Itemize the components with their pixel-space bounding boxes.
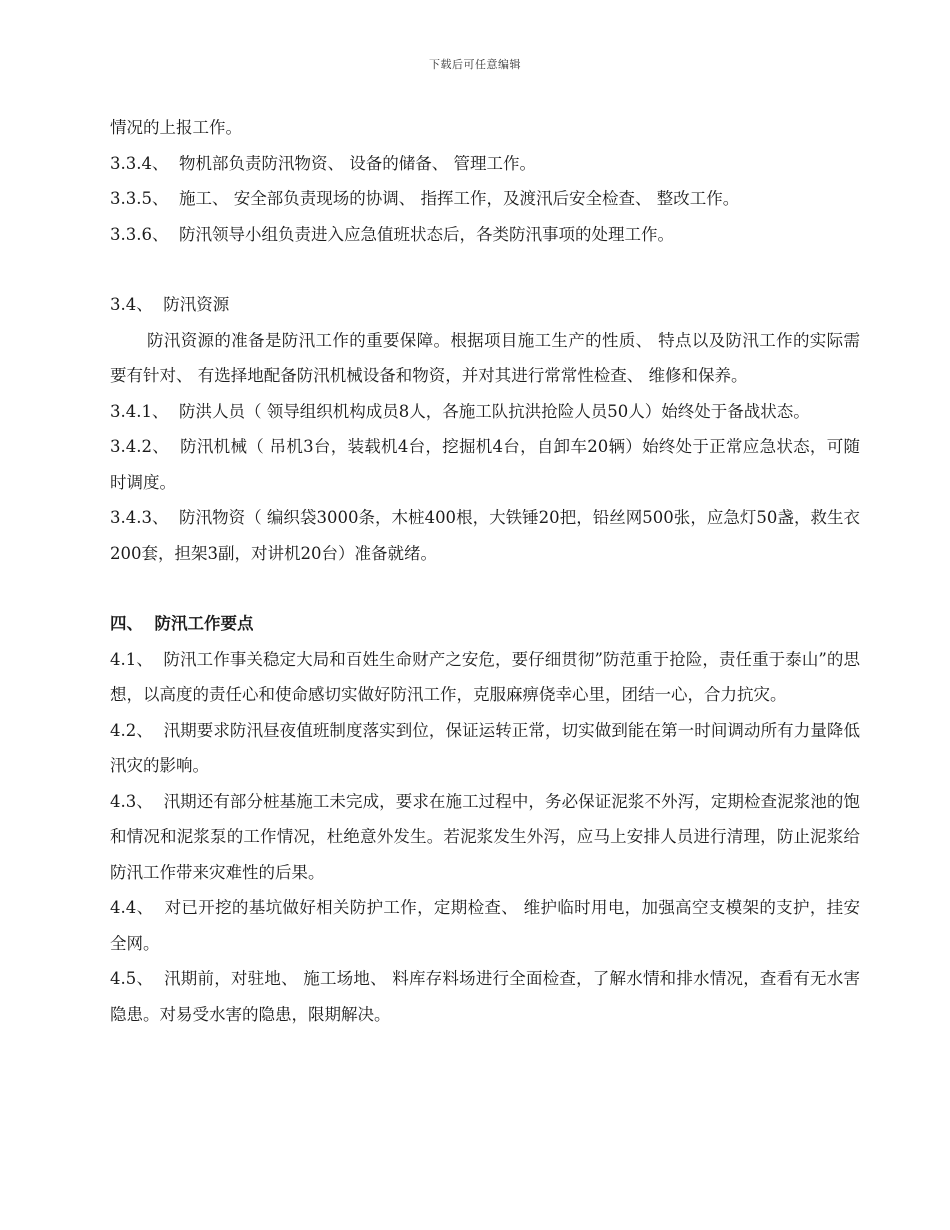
spacer xyxy=(110,252,860,287)
page-header: 下载后可任意编辑 xyxy=(429,58,521,71)
document-body xyxy=(110,110,860,1032)
paragraph: 情况的上报工作。 xyxy=(110,118,242,137)
paragraph: 4.3、 汛期还有部分桩基施工未完成，要求在施工过程中，务必保证泥浆不外泻，定期检查泥浆池的饱和情况和泥浆泵的工作情况，杜绝意外发生。若泥浆发生外泻，应马上安排人员进行清理，防止泥浆给防汛工作带来灾难性的后果。 xyxy=(110,791,860,882)
section-title: 3.4、 防汛资源 xyxy=(110,295,230,314)
chapter-heading: 四、 防汛工作要点 xyxy=(110,614,254,633)
paragraph: 3.4.2、 防汛机械（ 吊机3台，装载机4台，挖掘机4台，自卸车20辆）始终处于正常应急状态，可随时调度。 xyxy=(110,437,860,492)
spacer xyxy=(110,571,860,606)
paragraph: 4.1、 防汛工作事关稳定大局和百姓生命财产之安危，要仔细贯彻”防范重于抢险，责任重于泰山”的思想，以高度的责任心和使命感切实做好防汛工作，克服麻痹侥幸心里，团结一心，合力抗灾。 xyxy=(110,649,860,704)
paragraph: 3.4.1、 防洪人员（ 领导组织机构成员8人，各施工队抗洪抢险人员50人）始终处于备战状态。 xyxy=(110,401,810,421)
paragraph: 3.4.3、 防汛物资（ 编织袋3000条，木桩400根，大铁锤20把，铅丝网500张，应急灯50盏，救生衣200套，担架3副，对讲机20台）准备就绪。 xyxy=(110,508,860,563)
paragraph: 4.2、 汛期要求防汛昼夜值班制度落实到位，保证运转正常，切实做到能在第一时间调动所有力量降低汛灾的影响。 xyxy=(110,720,860,775)
paragraph: 3.3.6、 防汛领导小组负责进入应急值班状态后，各类防汛事项的处理工作。 xyxy=(110,224,674,244)
paragraph: 防汛资源的准备是防汛工作的重要保障。根据项目施工生产的性质、 特点以及防汛工作的实际需要有针对、 有选择地配备防汛机械设备和物资，并对其进行常常性检查、 维修和保养。 xyxy=(110,330,860,385)
paragraph: 4.4、 对已开挖的基坑做好相关防护工作，定期检查、 维护临时用电，加强高空支模架的支护，挂安全网。 xyxy=(110,898,860,953)
paragraph: 4.5、 汛期前，对驻地、 施工场地、 料库存料场进行全面检查，了解水情和排水情况，查看有无水害隐患。对易受水害的隐患，限期解决。 xyxy=(110,969,860,1024)
paragraph: 3.3.4、 物机部负责防汛物资、 设备的储备、 管理工作。 xyxy=(110,153,536,173)
paragraph: 3.3.5、 施工、 安全部负责现场的协调、 指挥工作，及渡汛后安全检查、 整改工作。 xyxy=(110,189,740,208)
